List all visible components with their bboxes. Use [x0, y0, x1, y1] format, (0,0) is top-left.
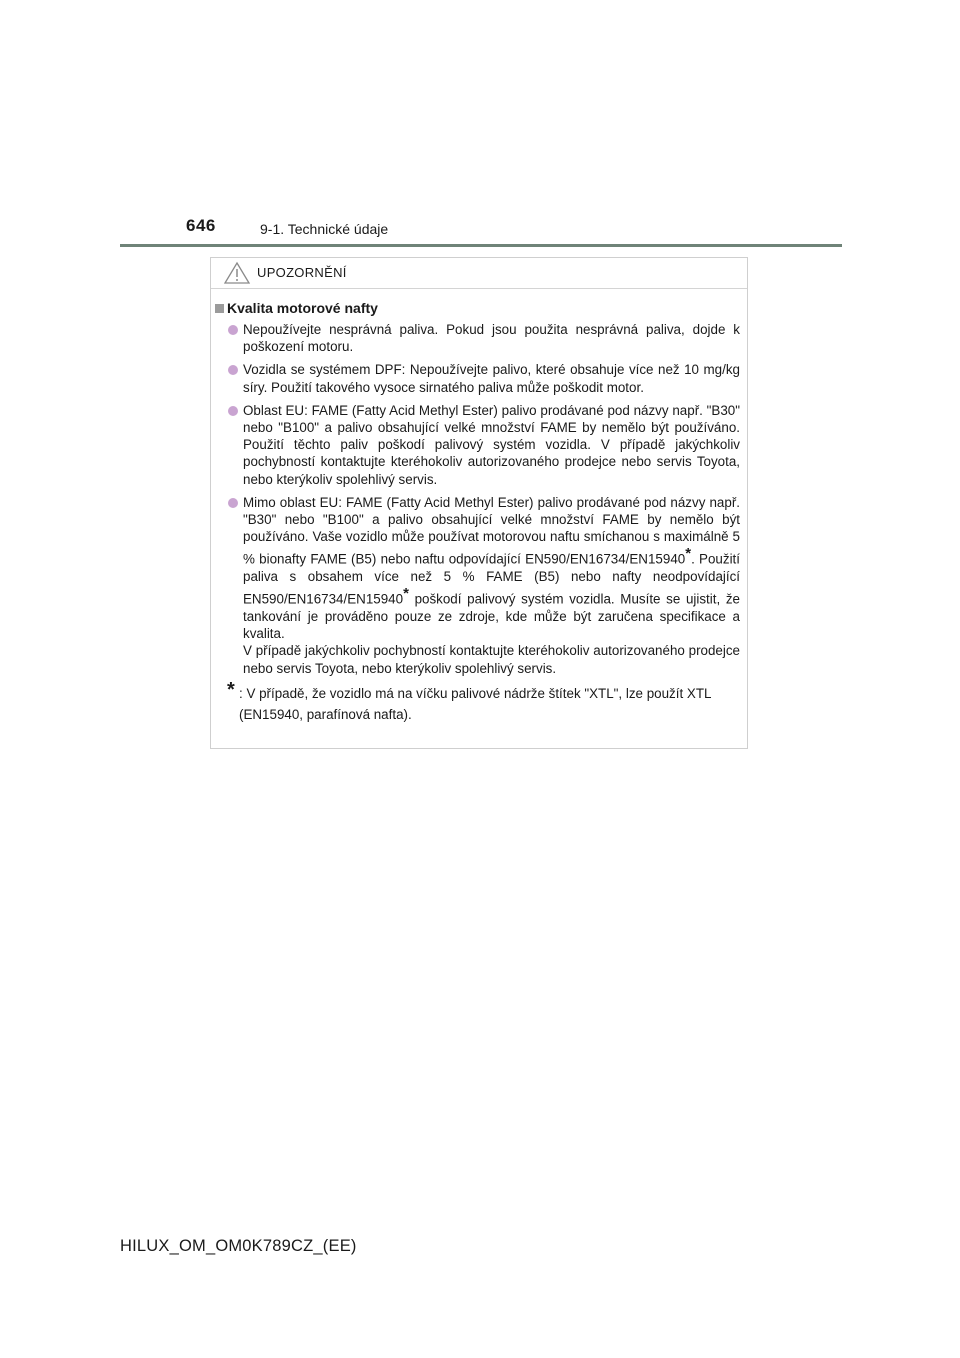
warning-header — [211, 258, 747, 289]
warning-body — [211, 289, 747, 725]
list-item — [215, 321, 740, 355]
bullet-icon — [228, 365, 238, 375]
bullet-icon — [228, 325, 238, 335]
bullet-icon — [228, 498, 238, 508]
heading-square-icon — [215, 304, 224, 313]
item4-part3: poškodí palivový systém vozidla. Musíte se ujistit, že tankování je prováděno pouze ze zdroje, kde může být zaručena specifikace a kvalita. — [243, 591, 740, 642]
warning-triangle-icon — [223, 261, 251, 285]
section-title: 9-1. Technické údaje — [260, 221, 389, 237]
list-item-text: Vozidla se systémem DPF: Nepoužívejte palivo, které obsahuje více než 10 mg/kg síry. Použití takového vysoce sirnatého paliva může poškodit motor. — [243, 362, 740, 395]
footer-code: HILUX_OM_OM0K789CZ_(EE) — [120, 1237, 357, 1255]
item4-part4: V případě jakýchkoliv pochybností kontaktujte kteréhokoliv autorizovaného prodejce nebo servis Toyota, nebo kterýkoliv spolehlivý servis. — [243, 643, 740, 676]
section-heading — [215, 300, 740, 316]
item4-part1: Mimo oblast EU: FAME (Fatty Acid Methyl Ester) palivo prodávané pod názvy např. "B30" nebo "B100" a palivo obsahující velké množství FAME by nemělo být používáno. Vaše vozidlo může používat motorovou naftu smíchanou s maximálně 5 % bionafty FAME (B5) nebo naftu odpovídající EN590/EN16734/EN15940 — [243, 494, 740, 567]
warning-label: UPOZORNĚNÍ — [257, 265, 347, 280]
list-item — [215, 494, 740, 677]
list-item-text: Oblast EU: FAME (Fatty Acid Methyl Ester) palivo prodávané pod názvy např. "B30" nebo "B100" a palivo obsahující velké množství FAME by nemělo být používáno. Použití těchto paliv poškodí palivový systém vozidla. V případě jakýchkoliv pochybností kontaktujte kteréhokoliv autorizovaného prodejce nebo servis Toyota, nebo kterýkoliv spolehlivý servis. — [243, 402, 740, 487]
list-item-text — [243, 494, 740, 677]
footnote-text: : V případě, že vozidlo má na víčku palivové nádrže štítek "XTL", lze použít XTL (EN15940, parafínová nafta). — [239, 685, 711, 722]
list-item-text: Nepoužívejte nesprávná paliva. Pokud jsou použita nesprávná paliva, dojde k poškození motoru. — [243, 322, 740, 355]
heading-text: Kvalita motorové nafty — [227, 300, 378, 316]
warning-box — [210, 257, 748, 749]
footnote-mark: * — [227, 678, 235, 701]
footnote-ref: * — [403, 585, 409, 603]
list-item — [215, 402, 740, 488]
bullet-icon — [228, 406, 238, 416]
list-item — [215, 361, 740, 395]
page-number: 646 — [186, 216, 216, 235]
item4-part2: . Použití paliva s obsahem více než 5 % FAME (B5) nebo nafty neodpovídající EN590/EN16734/EN15940 — [243, 551, 740, 607]
header-divider — [120, 244, 842, 247]
footnote-ref: * — [685, 545, 692, 563]
footnote — [215, 678, 740, 725]
